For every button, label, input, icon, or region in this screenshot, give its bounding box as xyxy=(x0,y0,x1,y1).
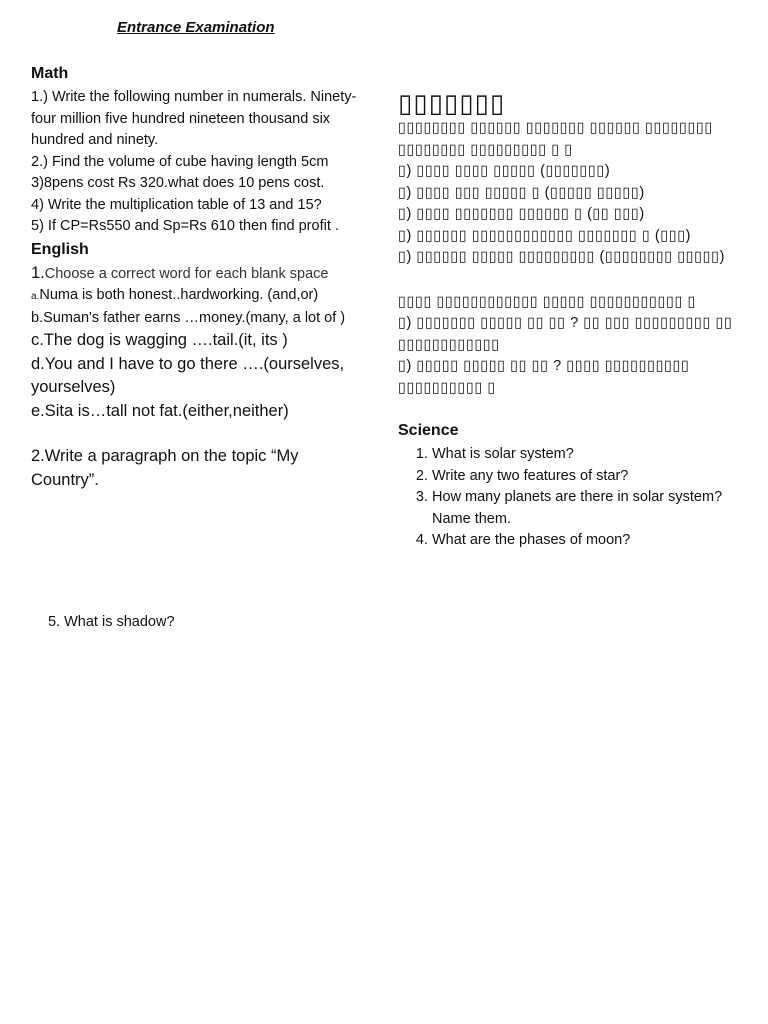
english-item-d: d.You and I have to go there ….(ourselves, yourselves) xyxy=(31,354,345,396)
science-heading: Science xyxy=(398,422,459,439)
english-question-1 xyxy=(31,263,366,286)
english-heading: English xyxy=(31,240,89,258)
math-question-2: 2.) Find the volume of cube having length 5cm xyxy=(31,153,329,170)
science-question-list xyxy=(398,444,743,552)
english-question-2: 2.Write a paragraph on the topic “My Country”. xyxy=(31,447,299,489)
nepali-line: ▯) ▯▯▯▯▯▯ ▯▯▯▯▯▯▯▯▯▯▯▯ ▯▯▯▯▯▯▯ ▯ (▯▯▯) xyxy=(398,227,692,244)
math-question-3: 3)8pens cost Rs 320.what does 10 pens cost. xyxy=(31,175,325,191)
science-question-3: 3. How many planets are there in solar system? Name them. xyxy=(432,487,743,530)
nepali-line: ▯) ▯▯▯▯▯▯▯ ▯▯▯▯▯ ▯▯ ▯▯ ? ▯▯ ▯▯▯ ▯▯▯▯▯▯▯▯▯ ▯▯ ▯▯▯▯▯▯▯▯▯▯▯▯ xyxy=(398,315,733,353)
english-item-a-letter: a. xyxy=(31,291,40,302)
science-question-4: 4. What are the phases of moon? xyxy=(432,530,743,552)
english-item-a-text: Numa is both honest..hardworking. (and,or) xyxy=(39,287,319,303)
english-item-c: c.The dog is wagging ….tail.(it, its ) xyxy=(31,331,288,349)
page-title: Entrance Examination xyxy=(117,19,275,36)
nepali-heading: ▯▯▯▯▯▯▯ xyxy=(398,88,506,118)
math-question-4: 4) Write the multiplication table of 13 and 15? xyxy=(31,196,322,213)
math-heading: Math xyxy=(31,65,69,82)
spacer xyxy=(398,269,743,292)
right-column xyxy=(398,88,743,552)
left-column xyxy=(31,64,366,492)
nepali-line: ▯) ▯▯▯▯ ▯▯▯▯ ▯▯▯▯▯ (▯▯▯▯▯▯▯) xyxy=(398,163,611,179)
english-question-1-number: 1. xyxy=(31,263,45,282)
english-item-a xyxy=(31,285,366,308)
english-item-e: e.Sita is…tall not fat.(either,neither) xyxy=(31,401,289,420)
science-question-1: 1. What is solar system? xyxy=(432,444,743,466)
math-question-1: 1.) Write the following number in numerals. Ninety-four million five hundred nineteen thousand six hundred and ninety. xyxy=(31,89,357,148)
nepali-line: ▯) ▯▯▯▯▯▯ ▯▯▯▯▯ ▯▯▯▯▯▯▯▯▯ (▯▯▯▯▯▯▯▯ ▯▯▯▯▯) xyxy=(398,249,725,265)
science-question-2: 2. Write any two features of star? xyxy=(432,466,743,488)
nepali-line: ▯) ▯▯▯▯ ▯▯▯ ▯▯▯▯▯ ▯ (▯▯▯▯▯ ▯▯▯▯▯) xyxy=(398,184,645,201)
nepali-line: ▯▯▯▯ ▯▯▯▯▯▯▯▯▯▯▯▯ ▯▯▯▯▯ ▯▯▯▯▯▯▯▯▯▯▯ ▯ xyxy=(398,293,696,310)
math-question-5: 5) If CP=Rs550 and Sp=Rs 610 then find profit . xyxy=(31,218,339,234)
nepali-line: ▯▯▯▯▯▯▯▯ ▯▯▯▯▯▯ ▯▯▯▯▯▯▯ ▯▯▯▯▯▯ ▯▯▯▯▯▯▯▯ ▯▯▯▯▯▯▯▯ ▯▯▯▯▯▯▯▯▯ ▯ ▯ xyxy=(398,120,713,158)
spacer xyxy=(31,423,366,445)
science-question-5: 5. What is shadow? xyxy=(48,614,175,630)
nepali-line: ▯) ▯▯▯▯▯ ▯▯▯▯▯ ▯▯ ▯▯ ? ▯▯▯▯ ▯▯▯▯▯▯▯▯▯▯ ▯▯▯▯▯▯▯▯▯▯ ▯ xyxy=(398,358,690,396)
english-question-1-text: Choose a correct word for each blank space xyxy=(44,265,329,282)
english-item-b: b.Suman's father earns …money.(many, a lot of ) xyxy=(31,309,346,326)
nepali-line: ▯) ▯▯▯▯ ▯▯▯▯▯▯▯ ▯▯▯▯▯▯ ▯ (▯▯ ▯▯▯) xyxy=(398,206,645,222)
